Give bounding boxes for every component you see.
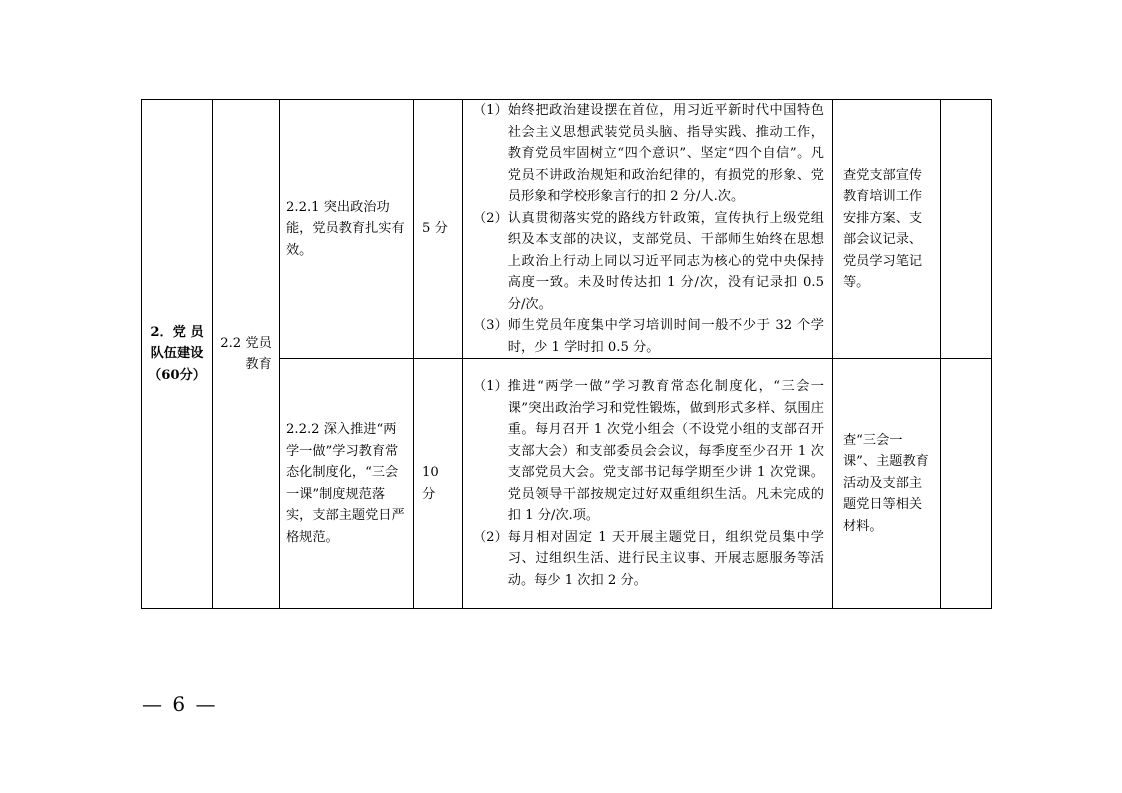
- requirements-cell: [463, 359, 833, 609]
- requirement-item: [473, 208, 824, 316]
- check-method-cell: 查党支部宣传教育培训工作安排方案、支部会议记录、党员学习笔记等。: [833, 100, 941, 359]
- item-cell: 2.2.1 突出政治功能，党员教育扎实有效。: [280, 100, 414, 359]
- subcategory-label-line2: 教育: [245, 357, 272, 372]
- check-method-cell: 查“三会一课”、主题教育活动及支部主题党日等相关材料。: [833, 359, 941, 609]
- empty-cell: [941, 100, 992, 359]
- requirement-item: [473, 527, 824, 592]
- requirement-number: （2）: [473, 529, 508, 545]
- category-label-line2: 队伍建设: [150, 346, 204, 362]
- requirement-text: 推进“两学一做”学习教育常态化制度化，“三会一课”突出政治学习和党性锻炼，做到形式多样、氛围庄重。每月召开 1 次党小组会（不设党小组的支部召开支部大会）和支部委员会会议，每季度至少召开 1 次支部党员大会。党支部书记每学期至少讲 1 次党课。党员领导干部按规定过好双重组织生活。凡未完成的扣 1 分/次.项。: [507, 379, 824, 523]
- requirement-text: 每月相对固定 1 天开展主题党日，组织党员集中学习、过组织生活、进行民主议事、开展志愿服务等活动。每少 1 次扣 2 分。: [507, 529, 824, 588]
- score-cell: 10 分: [414, 359, 463, 609]
- requirements-cell: [463, 100, 833, 359]
- page-number: — 6 —: [142, 692, 218, 716]
- evaluation-table: [141, 99, 992, 609]
- requirement-number: （1）: [473, 103, 508, 118]
- table-row: [142, 100, 992, 359]
- subcategory-label-line1: 2.2 党员: [220, 335, 272, 351]
- requirement-text: 始终把政治建设摆在首位，用习近平新时代中国特色社会主义思想武装党员头脑、指导实践、推动工作，教育党员牢固树立“四个意识”、坚定“四个自信”。凡党员不讲政治规矩和政治纪律的，有损党的形象、党员形象和学校形象言行的扣 2 分/人.次。: [507, 103, 824, 204]
- requirement-number: （3）: [473, 318, 508, 333]
- category-score: （60分）: [148, 367, 206, 383]
- item-cell: 2.2.2 深入推进“两学一做”学习教育常态化制度化，“三会一课”制度规范落实，支部主题党日严格规范。: [280, 359, 414, 609]
- requirement-item: [473, 315, 824, 358]
- requirement-text: 师生党员年度集中学习培训时间一般不少于 32 个学时，少 1 学时扣 0.5 分。: [507, 318, 824, 355]
- subcategory-cell: [213, 100, 280, 609]
- requirement-number: （1）: [473, 379, 508, 394]
- category-cell: [142, 100, 213, 609]
- requirement-item: [473, 100, 824, 208]
- requirement-number: （2）: [473, 210, 508, 226]
- category-label-line1: 2．党 员: [150, 324, 204, 340]
- requirement-text: 认真贯彻落实党的路线方针政策，宣传执行上级党组织及本支部的决议，支部党员、干部师生始终在思想上政治上行动上同以习近平同志为核心的党中央保持高度一致。未及时传达扣 1 分/次，没有记录扣 0.5 分/次。: [507, 210, 824, 312]
- requirement-item: [473, 376, 824, 527]
- score-cell: 5 分: [414, 100, 463, 359]
- empty-cell: [941, 359, 992, 609]
